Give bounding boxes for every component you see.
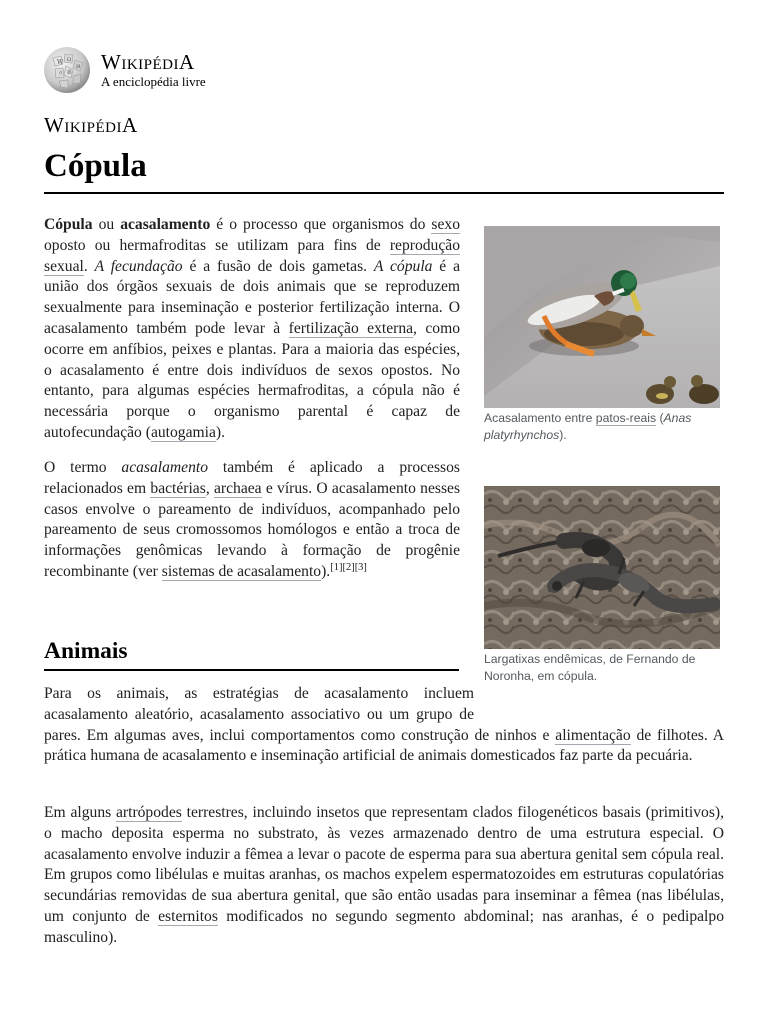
section-divider [44,669,459,671]
svg-text:ウ: ウ [58,71,64,77]
figure-caption-wrap-spacer [474,684,724,718]
figure-ducks [484,226,720,444]
link-fertilizacao-externa[interactable]: fertilização externa [288,319,414,337]
tagline: A enciclopédia livre [101,74,206,89]
title-divider [44,192,724,194]
link-reproducao-sexual[interactable]: reprodução sexual [44,236,460,275]
intro-paragraph-2: O termo acasalamento também é aplicado a processos relacionados em bactérias, archaea e vírus. O acasalamento nesses casos envolve o pareamento de indivíduos, acompanhado pelo pareamento de seus cromossomos homólogos e então a troca de informações genômicas levando à formação de progênie recombinante (ver sistemas de acasalamento).[1][2][3] [44,459,461,580]
page-title: Cópula [44,148,147,184]
figure-ducks-caption: Acasalamento entre patos-reais (Anas platyrhynchos). [484,411,692,442]
link-sistemas-de-acasalamento[interactable]: sistemas de acasalamento [161,562,322,580]
section-heading-animais: Animais [44,638,128,664]
animais-paragraph-1: Para os animais, as estratégias de acasalamento incluem acasalamento aleatório, acasalamento associativo ou um grupo de pares. Em algumas aves, inclui comportamentos como construção de ninhos e alimentação de filhotes. A prática humana de acasalamento e inseminação artificial de animais domesticados faz parte da pecuária. [44,685,724,765]
link-autogamia[interactable]: autogamia [150,423,216,441]
wikipedia-globe-logo[interactable] [43,46,91,94]
subbrand-wordmark: WIKIPÉDIA [44,113,138,137]
lizards-image[interactable] [484,486,720,649]
link-archaea[interactable]: archaea [213,479,262,497]
figure-lizards-caption: Largatixas endêmicas, de Fernando de Noronha, em cópula. [484,652,696,683]
svg-text:W: W [57,59,64,66]
link-patos-reais[interactable]: patos-reais [595,411,657,425]
link-esternitos[interactable]: esternitos [158,907,218,925]
intro-paragraph-1: Cópula ou acasalamento é o processo que organismos do sexo oposto ou hermafroditas se utilizam para fins de reprodução sexual. A fecundação é a fusão de dois gametas. A cópula é a união dos órgãos sexuais de dois animais que se reproduzem sexualmente para inseminação e posterior fertilização interna. O acasalamento também pode levar à fertilização externa, como ocorre em anfíbios, peixes e plantas. Para a maioria das espécies, o acasalamento é entre dois indivíduos de sexos opostos. No entanto, para algumas espécies hermafroditas, a cópula não é necessária porque o organismo parental é capaz de autofecundação (autogamia). [44,216,461,441]
link-alimentacao[interactable]: alimentação [555,726,631,744]
wordmark[interactable]: WIKIPÉDIA [101,50,195,74]
svg-text:維: 維 [67,70,73,76]
animais-paragraph-2: Em alguns artrópodes terrestres, incluindo insetos que representam clados filogenéticos basais (primitivos), o macho deposita esperma no substrato, às vezes armazenado dentro de uma estrutura especial. O acasalamento envolve induzir a fêmea a levar o pacote de esperma para sua abertura genital sem cópula real. Em grupos como libélulas e muitas aranhas, os machos expelem espermatozoides em estruturas copulatórias secundárias removidas de sua abertura genital, que são então usadas para inseminar a fêmea (nas libélulas, um conjunto de esternitos modificados no segundo segmento abdominal; nas aranhas, é o pedipalpo masculino). [44,804,724,946]
ducks-image[interactable] [484,226,720,408]
figure-lizards [484,486,720,685]
link-bacterias[interactable]: bactérias [150,479,206,497]
svg-text:Ω: Ω [67,57,72,63]
link-artropodes[interactable]: artrópodes [116,804,182,821]
svg-text:И: И [76,64,81,70]
reference-links[interactable]: [1][2][3] [330,561,367,573]
link-sexo[interactable]: sexo [431,216,460,233]
